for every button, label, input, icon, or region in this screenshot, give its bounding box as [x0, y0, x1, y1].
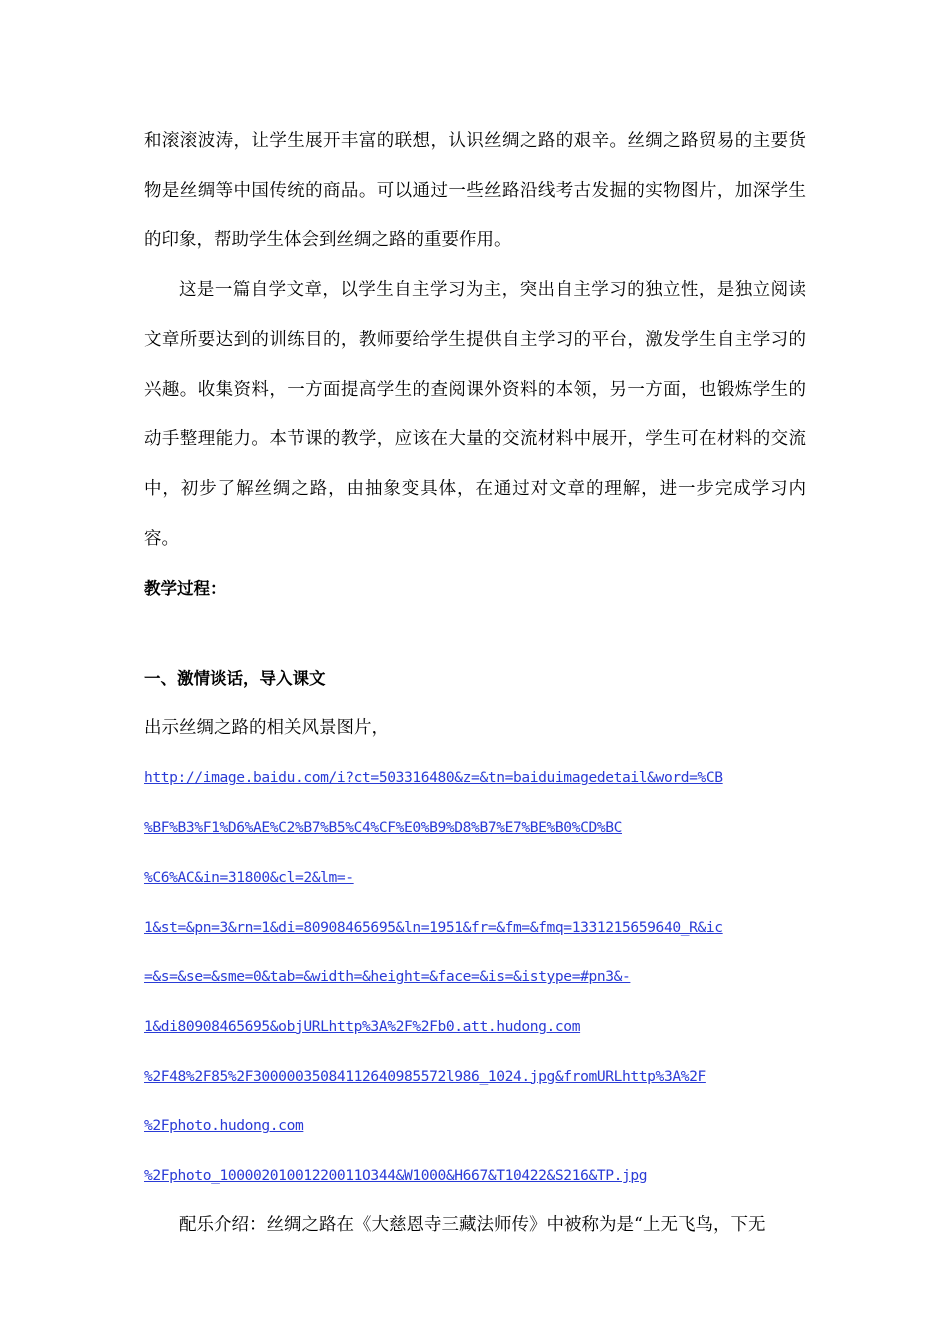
intro-paragraph: 和滚滚波涛，让学生展开丰富的联想，认识丝绸之路的艰辛。丝绸之路贸易的主要货物是丝绸等中国传统的商品。可以通过一些丝路沿线考古发掘的实物图片，加深学生的印象，帮助学生体会到丝绸之路的重要作用。 — [144, 131, 806, 251]
image-link-line-7[interactable]: %2F48%2F85%2F30000035084112640985572l986_1024.jpg&fromURLhttp%3A%2F — [144, 1067, 706, 1085]
section-1-heading: 一、激情谈话，导入课文 — [144, 669, 326, 689]
music-intro-paragraph: 配乐介绍：丝绸之路在《大慈恩寺三藏法师传》中被称为是“上无飞鸟，下无 — [179, 1214, 766, 1235]
section-1-text: 出示丝绸之路的相关风景图片， — [144, 717, 389, 738]
section-spacer — [144, 614, 806, 654]
image-link-line-8[interactable]: %2Fphoto.hudong.com — [144, 1117, 304, 1135]
teaching-process-heading: 教学过程： — [144, 579, 227, 599]
image-link-line-4[interactable]: 1&st=&pn=3&rn=1&di=80908465695&ln=1951&fr=&fm=&fmq=1331215659640_R&ic — [144, 918, 723, 936]
image-link-line-6[interactable]: 1&di80908465695&objURLhttp%3A%2F%2Fb0.att.hudong.com — [144, 1017, 581, 1035]
image-link[interactable] — [144, 753, 806, 1200]
image-link-line-2[interactable]: %BF%B3%F1%D6%AE%C2%B7%B5%C4%CF%E0%B9%D8%B7%E7%BE%B0%CD%BC — [144, 819, 623, 837]
image-link-line-5[interactable]: =&s=&se=&sme=0&tab=&width=&height=&face=&is=&istype=#pn3&- — [144, 968, 631, 986]
image-link-line-1[interactable]: http://image.baidu.com/i?ct=503316480&z=&tn=baiduimagedetail&word=%CB — [144, 769, 723, 787]
image-link-line-9[interactable]: %2Fphoto_10000201001220011O344&W1000&H667&T10422&S216&TP.jpg — [144, 1167, 648, 1185]
self-study-paragraph: 这是一篇自学文章，以学生自主学习为主，突出自主学习的独立性，是独立阅读文章所要达到的训练目的，教师要给学生提供自主学习的平台，激发学生自主学习的兴趣。收集资料，一方面提高学生的查阅课外资料的本领，另一方面，也锻炼学生的动手整理能力。本节课的教学，应该在大量的交流材料中展开，学生可在材料的交流中，初步了解丝绸之路，由抽象变具体，在通过对文章的理解，进一步完成学习内容。 — [144, 280, 806, 549]
document-page — [144, 117, 806, 1250]
image-link-line-3[interactable]: %C6%AC&in=31800&cl=2&lm=- — [144, 868, 354, 886]
